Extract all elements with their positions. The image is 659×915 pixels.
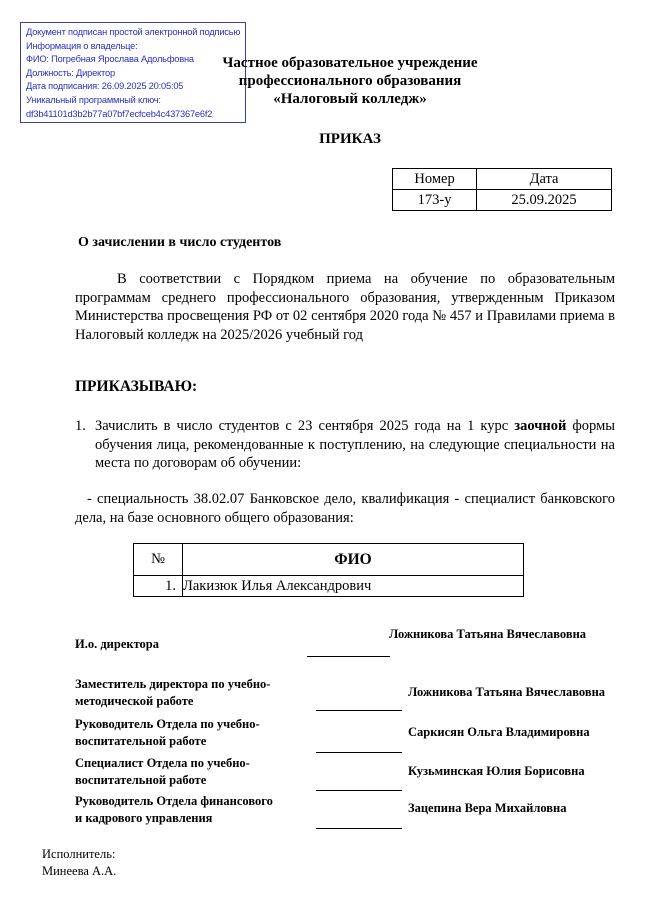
- order-date: 25.09.2025: [477, 190, 612, 211]
- header-date: Дата: [477, 169, 612, 190]
- stamp-line: Информация о владельце:: [26, 40, 138, 51]
- signature-name: Саркисян Ольга Владимировна: [408, 725, 590, 739]
- signature-role: [75, 676, 270, 710]
- item-text-part: формы обучения лица, рекомендованные к поступлению, на следующие специальности на места по договорам об обучении:: [95, 418, 616, 472]
- table-row: [134, 576, 524, 597]
- signature-name: Ложникова Татьяна Вячеславовна: [408, 685, 606, 699]
- stamp-line: Должность: Директор: [26, 67, 115, 78]
- item-text: [95, 417, 615, 473]
- item-number: 1.: [75, 418, 86, 434]
- org-line: «Налоговый колледж»: [273, 91, 427, 107]
- order-number: 173-у: [393, 190, 477, 211]
- item-text-bold: заочной: [514, 418, 567, 434]
- signature-line: [316, 752, 402, 753]
- item-text-part: Зачислить в число студентов с 23 сентября 2025 года на 1 курс: [95, 418, 515, 434]
- role-line: и кадрового управления: [75, 811, 213, 825]
- stamp-line: Уникальный программный ключ:: [26, 94, 161, 105]
- preamble-paragraph: В соответствии с Порядком приема на обучение по образовательным программам среднего профессионального образования, утвержденным Приказом Министерства просвещения РФ от 02 сентября 2020 года № 457 и Правилами приема в Налоговый колледж на 2025/2026 учебный год: [75, 271, 615, 343]
- organization-name: [200, 54, 500, 108]
- role-line: Руководитель Отдела по учебно-: [75, 717, 260, 731]
- signature-line: [316, 828, 402, 829]
- role-line: Руководитель Отдела финансового: [75, 794, 273, 808]
- signature-role: [75, 793, 273, 827]
- signature-role: [75, 755, 250, 789]
- role-line: Специалист Отдела по учебно-: [75, 756, 250, 770]
- table-header-row: [134, 544, 524, 576]
- order-subject: О зачислении в число студентов: [78, 235, 282, 250]
- order-item: [75, 417, 615, 473]
- executor-block: [42, 846, 116, 880]
- table-header-row: [393, 169, 612, 190]
- student-fio: Лакизюк Илья Александрович: [183, 576, 524, 597]
- stamp-line: ФИО: Погребная Ярослава Адольфовна: [26, 54, 194, 65]
- org-line: Частное образовательное учреждение: [222, 55, 478, 71]
- signature-role: [75, 716, 260, 750]
- signature-line: [316, 790, 402, 791]
- org-line: профессионального образования: [238, 73, 462, 89]
- student-no: 1.: [134, 576, 183, 597]
- stamp-line: Дата подписания: 26.09.2025 20:05:05: [26, 81, 184, 92]
- signature-name: Зацепина Вера Михайловна: [408, 801, 567, 815]
- header-no: №: [134, 544, 183, 576]
- document-type-title: ПРИКАЗ: [319, 131, 381, 147]
- table-row: [393, 190, 612, 211]
- role-line: воспитательной работе: [75, 734, 207, 748]
- header-number: Номер: [393, 169, 477, 190]
- specialty-paragraph: - специальность 38.02.07 Банковское дело, квалификация - специалист банковского дела, на базе основного общего образования:: [75, 491, 615, 526]
- signature-name: Ложникова Татьяна Вячеславовна: [389, 627, 587, 641]
- signature-line: [316, 710, 402, 711]
- executor-label: Исполнитель:: [42, 847, 116, 861]
- students-table: [133, 543, 524, 597]
- executor-name: Минеева А.А.: [42, 864, 117, 878]
- stamp-line: df3b41101d3b2b77a07bf7ecfceb4c437367e6f2: [26, 108, 213, 119]
- role-line: воспитательной работе: [75, 773, 207, 787]
- signature-role: И.о. директора: [75, 637, 160, 651]
- role-line: методической работе: [75, 694, 194, 708]
- signature-name: Кузьминская Юлия Борисовна: [408, 764, 585, 778]
- role-line: Заместитель директора по учебно-: [75, 677, 271, 691]
- order-number-table: [392, 168, 612, 211]
- signature-line: [307, 656, 390, 657]
- header-fio: ФИО: [183, 544, 524, 576]
- order-word: ПРИКАЗЫВАЮ:: [75, 378, 198, 395]
- stamp-line: Документ подписан простой электронной подписью: [26, 27, 241, 37]
